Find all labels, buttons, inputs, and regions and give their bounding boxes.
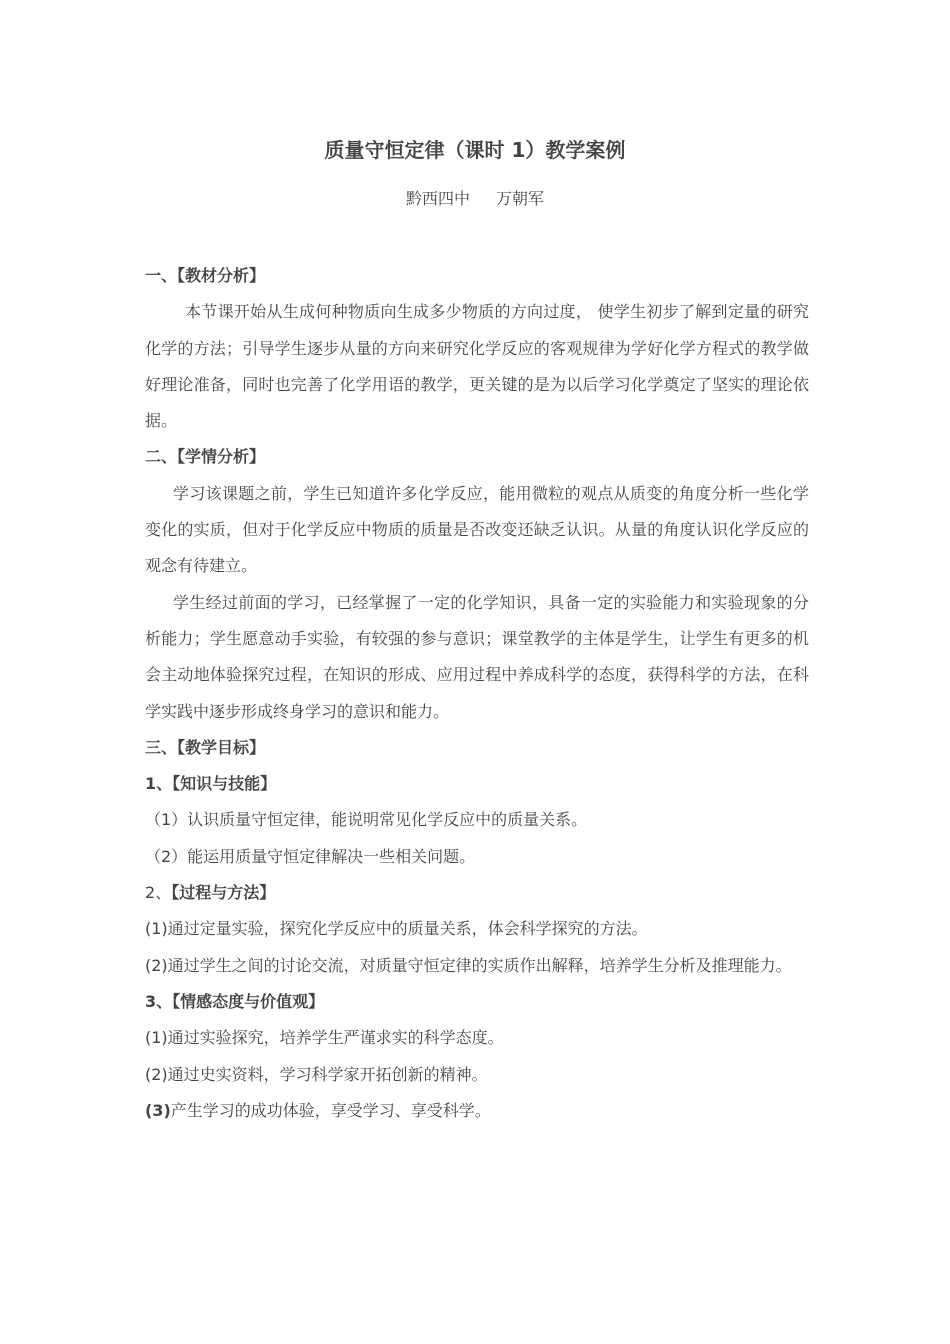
subheading-emotion-values: 3、【情感态度与价值观】: [145, 991, 325, 1011]
author-school: 黔西四中: [405, 189, 470, 208]
document-body: [145, 258, 809, 1129]
paragraph-textbook-analysis: 本节课开始从生成何种物质向生成多少物质的方向过度， 使学生初步了解到定量的研究化学的方法；引导学生逐步从量的方向来研究化学反应的客观规律为学好化学方程式的教学做好理论准备，同时也完善了化学用语的教学，更关键的是为以后学习化学奠定了坚实的理论依据。: [145, 302, 809, 431]
goal-item-emotion-2: (2)通过史实资料，学习科学家开拓创新的精神。: [145, 1064, 488, 1084]
subheading-number: 2、: [145, 883, 172, 903]
subheading-process-method: [145, 875, 809, 911]
item-number: (3): [145, 1100, 171, 1120]
goal-item-process-2: (2)通过学生之间的讨论交流，对质量守恒定律的实质作出解释，培养学生分析及推理能力。: [145, 955, 792, 975]
subheading-knowledge-skills: 1、【知识与技能】: [145, 774, 277, 794]
item-text: 产生学习的成功体验，享受学习、享受科学。: [170, 1100, 491, 1120]
author-line: [0, 187, 950, 211]
paragraph-student-analysis-2: 学生经过前面的学习，已经掌握了一定的化学知识，具备一定的实验能力和实验现象的分析能力；学生愿意动手实验，有较强的参与意识；课堂教学的主体是学生，让学生有更多的机会主动地体验探究过程，在知识的形成、应用过程中养成科学的态度，获得科学的方法，在科学实践中逐步形成终身学习的意识和能力。: [145, 592, 809, 721]
goal-item-emotion-1: (1)通过实验探究，培养学生严谨求实的科学态度。: [145, 1028, 504, 1048]
paragraph-student-analysis-1: 学习该课题之前，学生已知道许多化学反应，能用微粒的观点从质变的角度分析一些化学变化的实质，但对于化学反应中物质的质量是否改变还缺乏认识。从量的角度认识化学反应的观念有待建立。: [145, 483, 809, 576]
document-title: 质量守恒定律（课时 1）教学案例: [324, 138, 626, 162]
subheading-label: 【过程与方法】: [171, 883, 276, 903]
section-heading-textbook-analysis: 一、【教材分析】: [145, 266, 266, 285]
goal-item-emotion-3: [145, 1093, 809, 1129]
section-heading-student-analysis: 二、【学情分析】: [145, 447, 266, 467]
goal-item-process-1: (1)通过定量实验，探究化学反应中的质量关系，体会科学探究的方法。: [145, 919, 648, 939]
goal-item-knowledge-2: （2）能运用质量守恒定律解决一些相关问题。: [145, 846, 476, 866]
goal-item-knowledge-1: （1）认识质量守恒定律，能说明常见化学反应中的质量关系。: [145, 810, 588, 830]
section-heading-teaching-goals: 三、【教学目标】: [145, 737, 266, 757]
author-name: 万朝军: [496, 189, 545, 208]
